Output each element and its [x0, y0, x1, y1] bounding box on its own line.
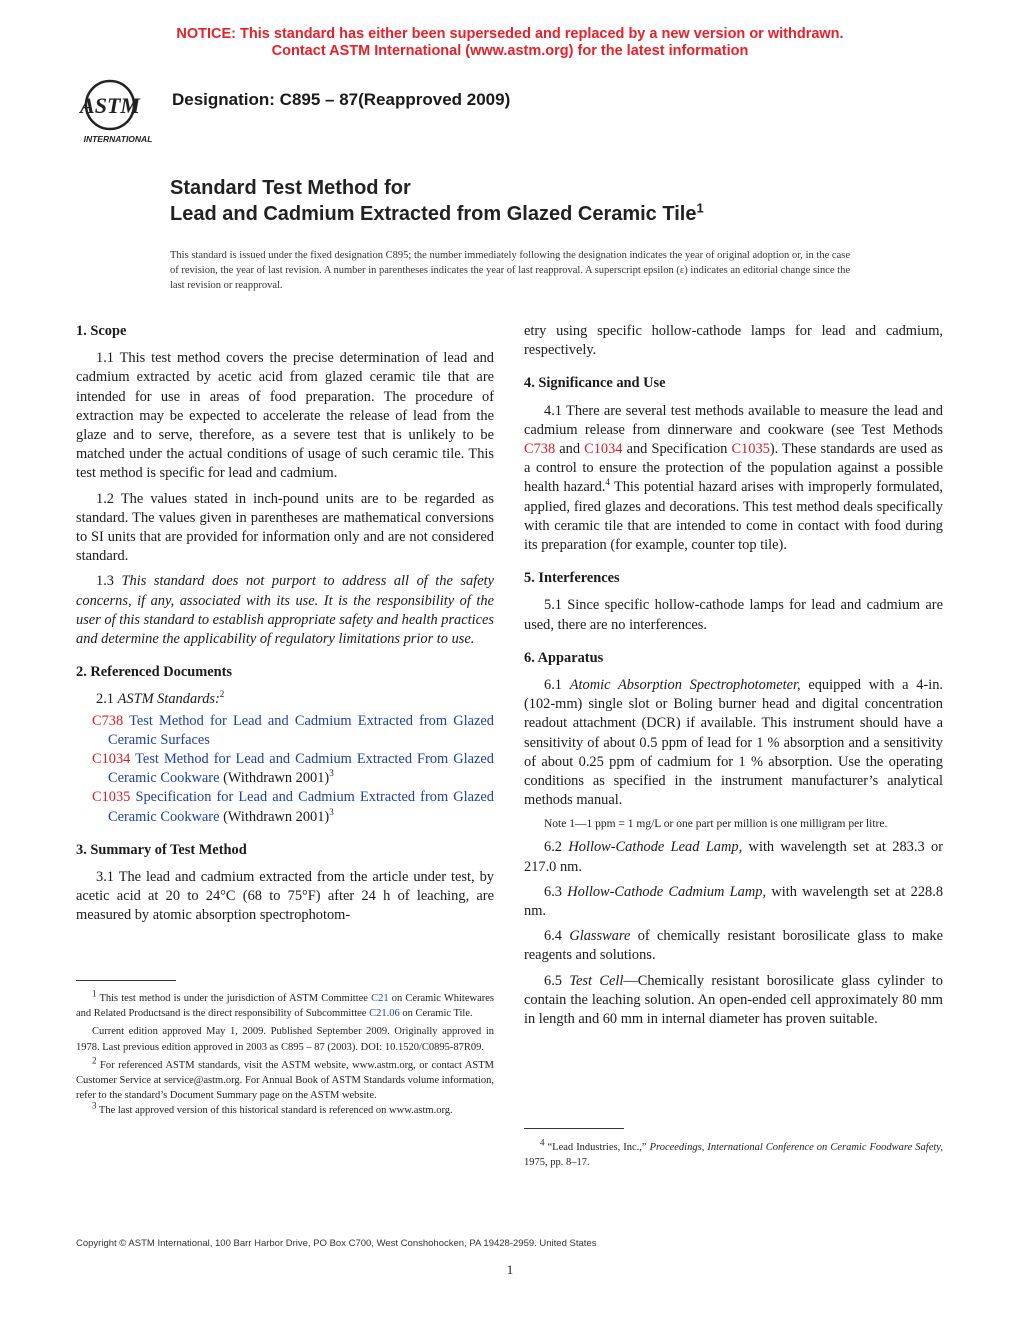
- ref-sup: 3: [329, 768, 334, 779]
- para-1-2: 1.2 The values stated in inch-pound units are to be regarded as standard. The values given in parentheses are mathematical conversions to SI units that are provided for information only and are not considered standard.: [76, 490, 494, 565]
- logo-subtext: INTERNATIONAL: [83, 134, 153, 144]
- footnote-1-mark: 1: [92, 988, 97, 999]
- para-1-3-text: This standard does not purport to address all of the safety concerns, if any, associated with its use. It is the responsibility of the user of this standard to establish appropriate safety and health practices and determine the applicability of regulatory limitations prior to use.: [76, 573, 494, 648]
- para-6-4-text: of chemically resistant borosilicate glass to make reagents and solutions.: [524, 928, 944, 964]
- para-6-3-text: with wavelength set at 228.8 nm.: [524, 883, 944, 920]
- ref-code-link[interactable]: C738: [92, 712, 124, 729]
- notice-line-1: NOTICE: This standard has either been superseded and replaced by a new version or withdrawn.: [176, 26, 844, 42]
- para-6-1: [524, 676, 943, 810]
- title-line-2-text: Lead and Cadmium Extracted from Glazed Ceramic Tile: [170, 203, 697, 225]
- para-1-3: [76, 572, 494, 649]
- link-c1035[interactable]: C1035: [731, 441, 770, 458]
- footnote-3-text: The last approved version of this historical standard is referenced on www.astm.org.: [96, 1105, 453, 1117]
- footnotes-right: [524, 1137, 944, 1170]
- para-2-1-num: 2.1: [96, 691, 118, 708]
- footnote-rule-right: [524, 1128, 624, 1129]
- section-4-heading: 4. Significance and Use: [524, 375, 666, 392]
- para-5-1: 5.1 Since specific hollow-cathode lamps for lead and cadmium are used, there are no interferences.: [524, 597, 943, 633]
- para-6-4: [524, 927, 943, 965]
- reference-c738: [92, 712, 494, 750]
- link-c1034[interactable]: C1034: [584, 441, 623, 458]
- section-2-heading: 2. Referenced Documents: [76, 664, 232, 681]
- title-line-1: Standard Test Method for: [170, 177, 411, 199]
- ref-title-link[interactable]: Test Method for Lead and Cadmium Extracted from Glazed Ceramic Surfaces: [108, 712, 494, 748]
- para-2-1: [76, 690, 494, 709]
- designation: Designation: C895 – 87(Reapproved 2009): [172, 90, 511, 109]
- footnote-4-pages: 1975, pp. 8–17.: [524, 1157, 590, 1169]
- footnote-1-text-3: on Ceramic Tile.: [399, 1008, 473, 1020]
- para-6-5: [524, 972, 943, 1030]
- para-1-1: 1.1 This test method covers the precise determination of lead and cadmium extracted by acetic acid from glazed ceramic tile that are intended for use in areas of food preparation. The procedure of extraction may be expected to accelerate the release of lead from the glaze and to serve, therefore, as a severe test that is unlikely to be matched under the actual conditions of usage of such ceramic tile. This test method is specific for lead and cadmium.: [76, 350, 494, 482]
- reference-c1035: [92, 788, 494, 826]
- copyright-line: Copyright © ASTM International, 100 Barr Harbor Drive, PO Box C700, West Conshohocken, PA 19428-2959. United States: [76, 1238, 597, 1249]
- para-4-1-and: and: [555, 441, 585, 458]
- footnote-4-text: “Lead Industries, Inc.,”: [544, 1142, 650, 1153]
- ref-sup: 3: [329, 806, 334, 817]
- para-6-1-term: Atomic Absorption Spectrophotometer,: [569, 677, 801, 694]
- footnote-1-text: This test method is under the jurisdiction of ASTM Committee: [96, 993, 372, 1004]
- para-2-1-text: ASTM Standards:: [117, 691, 220, 708]
- footnote-1: [76, 988, 494, 1021]
- reference-c1034: [92, 750, 494, 788]
- para-3-1: 3.1 The lead and cadmium extracted from the article under test, by acetic acid at 20 to 24°C (68 to 75°F) after 24 h of leaching, are measured by atomic absorption spectrophotom-: [76, 869, 494, 924]
- para-6-5-text: —Chemically resistant borosilicate glass cylinder to contain the leaching solution. An open-ended cell approximately 80 mm in length and 60 mm in internal diameter has proven suitable.: [524, 972, 944, 1028]
- note-1: Note 1—1 ppm = 1 mg/L or one part per million is one milligram per litre.: [544, 818, 888, 831]
- ref-status: (Withdrawn 2001): [219, 808, 330, 825]
- left-column: [76, 322, 494, 932]
- footnote-3: [76, 1100, 494, 1118]
- para-4-1-spec: and Specification: [622, 441, 732, 458]
- para-6-4-num: 6.4: [544, 928, 570, 945]
- footnote-4-mark: 4: [540, 1137, 545, 1148]
- logo-text: ASTM: [80, 93, 140, 118]
- footnote-2-mark: 2: [92, 1055, 97, 1066]
- para-1-3-num: 1.3: [96, 573, 122, 590]
- footnote-1-edition: Current edition approved May 1, 2009. Published September 2009. Originally approved in 1978. Last previous edition approved in 2003 as C895 – 87 (2003). DOI: 10.1520/C0895-87R09.: [76, 1026, 494, 1053]
- para-6-2: [524, 838, 943, 876]
- committee-link[interactable]: C21: [371, 993, 389, 1004]
- para-6-4-term: Glassware: [569, 928, 631, 945]
- para-2-1-sup: 2: [219, 689, 225, 700]
- para-4-1-text: 4.1 There are several test methods available to measure the lead and cadmium release from dinnerware and cookware (see Test Methods: [524, 402, 943, 438]
- para-6-2-num: 6.2: [544, 839, 569, 856]
- para-4-1-sup: 4: [605, 477, 610, 488]
- para-6-1-num: 6.1: [544, 677, 570, 694]
- footnote-2: [76, 1055, 494, 1104]
- section-1-heading: 1. Scope: [76, 323, 127, 339]
- standard-title: [170, 175, 704, 227]
- ref-status: (Withdrawn 2001): [219, 770, 330, 787]
- para-4-1: [524, 402, 943, 556]
- para-6-5-term: Test Cell: [569, 972, 624, 989]
- footnote-rule-left: [76, 980, 176, 981]
- para-6-5-num: 6.5: [544, 972, 570, 989]
- para-4-1-text-2: ). These standards are used as a control to ensure the protection of the population against a possible health hazard.: [524, 441, 943, 496]
- subcommittee-link[interactable]: C21.06: [369, 1008, 400, 1020]
- section-3-heading: 3. Summary of Test Method: [76, 841, 247, 858]
- footnote-1-text-2: on Ceramic Whitewares and Related Productsand is the direct responsibility of Subcommittee: [76, 993, 494, 1020]
- issuance-statement: This standard is issued under the fixed designation C895; the number immediately following the designation indicates the year of original adoption or, in the case of revision, the year of last revision. A number in parentheses indicates the year of last reapproval. A superscript epsilon (ε) indicates an editorial change since the last revision or reapproval.: [170, 250, 850, 291]
- para-6-2-term: Hollow-Cathode Lead Lamp,: [568, 839, 743, 856]
- right-column: [524, 322, 943, 1035]
- page-number: 1: [506, 1262, 514, 1277]
- para-6-1-text: equipped with a 4-in. (102-mm) single slot or Boling burner head and digital concentration readout attachment (DCR) if available. This instrument should have a sensitivity of about 0.5 ppm of lead for 1 % absorption and a sensitivity of about 0.25 ppm of cadmium for 1 % absorption. Use the operating conditions as specified in the instrument manufacturer’s analytical methods manual.: [524, 677, 943, 809]
- superseded-notice: [0, 26, 1020, 60]
- para-6-3-num: 6.3: [544, 883, 568, 900]
- astm-logo: [72, 76, 162, 146]
- footnotes-left: [76, 988, 494, 1119]
- footnote-3-mark: 3: [92, 1100, 97, 1111]
- ref-title-link[interactable]: Specification for Lead and Cadmium Extracted from Glazed Ceramic Cookware: [108, 789, 494, 825]
- title-line-2: [170, 201, 704, 227]
- ref-title-link[interactable]: Test Method for Lead and Cadmium Extracted From Glazed Ceramic Cookware: [108, 751, 494, 787]
- link-c738[interactable]: C738: [524, 441, 556, 458]
- notice-line-2: Contact ASTM International (www.astm.org) for the latest information: [271, 43, 749, 59]
- ref-code-link[interactable]: C1034: [92, 751, 131, 768]
- footnote-4-title: Proceedings, International Conference on Ceramic Foodware Safety,: [649, 1142, 944, 1153]
- para-3-1-continued: etry using specific hollow-cathode lamps for lead and cadmium, respectively.: [524, 323, 943, 359]
- section-5-heading: 5. Interferences: [524, 570, 620, 587]
- ref-code-link[interactable]: C1035: [92, 789, 131, 806]
- title-footnote-mark: 1: [696, 200, 704, 216]
- para-6-2-text: with wavelength set at 283.3 or 217.0 nm.: [524, 839, 943, 875]
- section-6-heading: 6. Apparatus: [524, 649, 604, 666]
- footnote-2-text: For referenced ASTM standards, visit the ASTM website, www.astm.org, or contact ASTM Customer Service at service@astm.org. For Annual Book of ASTM Standards volume information, refer to the standard’s Document Summary page on the ASTM website.: [76, 1059, 494, 1102]
- para-6-3: [524, 883, 943, 921]
- para-6-3-term: Hollow-Cathode Cadmium Lamp,: [567, 883, 767, 900]
- para-4-1-text-3: This potential hazard arises with improperly formulated, applied, fired glazes and decorations. This test method deals specifically with ceramic tile that are intended to come in contact with food during its preparation (for example, counter top tile).: [524, 479, 944, 554]
- footnote-4: [524, 1137, 944, 1170]
